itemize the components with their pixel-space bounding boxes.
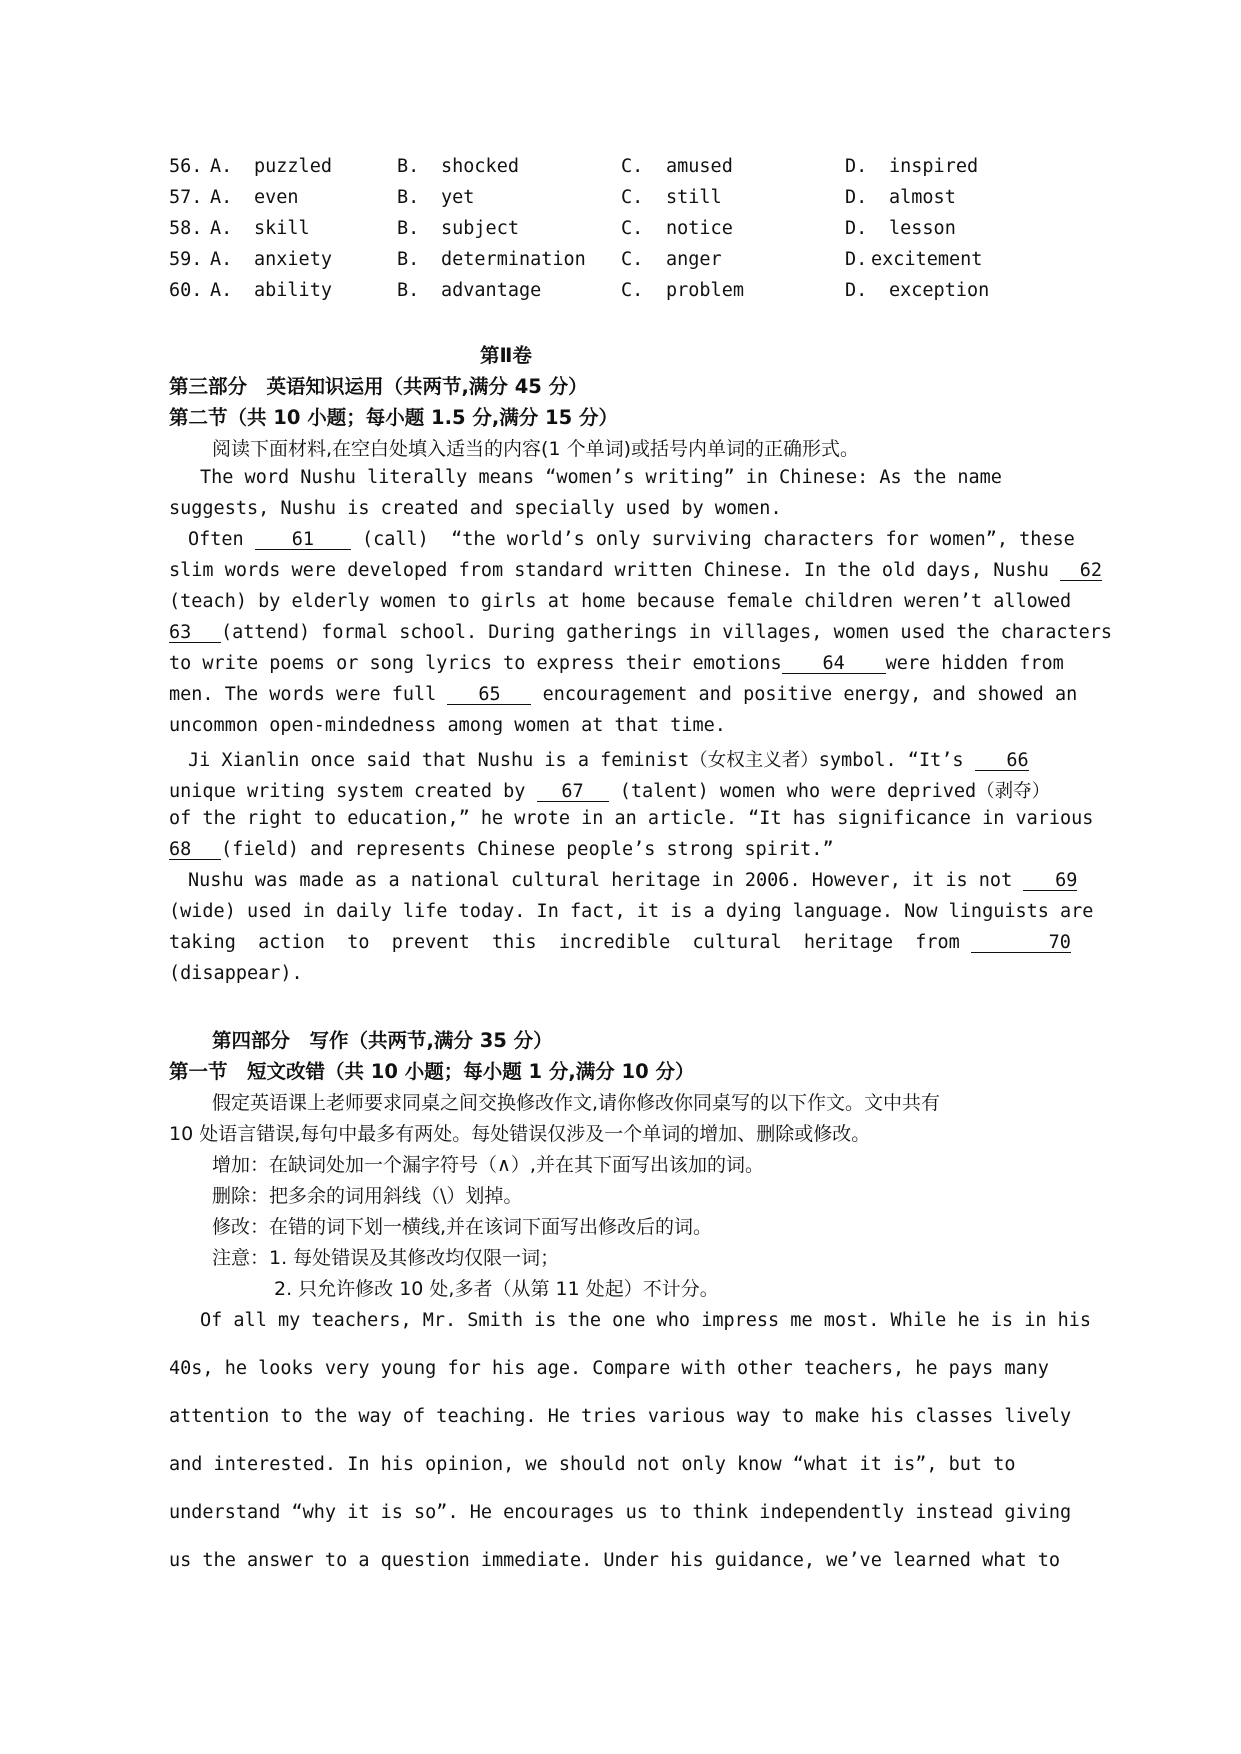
blank-67[interactable]: 67: [537, 782, 609, 802]
option-text: subject: [441, 218, 519, 239]
passage-line: uncommon open-mindedness among women at that time.: [169, 715, 726, 736]
blank-70[interactable]: 70: [971, 933, 1071, 953]
option-row: [169, 187, 1049, 217]
section1-title: 第一节 短文改错（共 10 小题；每小题 1 分,满分 10 分）: [169, 1060, 695, 1083]
essay-line: attention to the way of teaching. He tries various way to make his classes lively: [169, 1406, 1072, 1427]
option-letter: A.: [210, 187, 233, 208]
blank-61[interactable]: 61: [255, 530, 351, 550]
passage-line: [188, 870, 1077, 891]
option-text: determination: [441, 249, 586, 270]
passage-text: Often: [188, 529, 244, 550]
option-letter: A.: [210, 280, 233, 301]
passage-text: (call) “the world’s only surviving characters for women”, these: [361, 529, 1075, 550]
passage-line: [169, 932, 1071, 953]
question-number: 59.: [169, 249, 203, 270]
option-letter: D.: [845, 249, 868, 270]
option-letter: C.: [621, 218, 644, 239]
passage-text: slim words were developed from standard written Chinese. In the old days, Nushu: [169, 560, 1049, 581]
option-letter: D.: [845, 280, 868, 301]
passage-text: Nushu was made as a national cultural heritage in 2006. However, it is not: [188, 870, 1013, 891]
instruction-line: 10 处语言错误,每句中最多有两处。每处错误仅涉及一个单词的增加、删除或修改。: [169, 1123, 871, 1145]
option-letter: B.: [397, 249, 420, 270]
option-text: ability: [254, 280, 332, 301]
passage-text: Ji Xianlin once said that Nushu is a feminist（女权主义者）symbol. “It’s: [188, 750, 964, 771]
option-letter: A.: [210, 218, 233, 239]
passage-line: The word Nushu literally means “women’s writing” in Chinese: As the name: [200, 467, 1002, 488]
passage-line: of the right to education,” he wrote in an article. “It has significance in various: [169, 808, 1094, 829]
passage-text: (talent) women who were deprived（剥夺）: [619, 781, 1051, 802]
option-letter: B.: [397, 156, 420, 177]
option-text: exception: [889, 280, 990, 301]
option-letter: D.: [845, 156, 868, 177]
blank-63[interactable]: 63: [169, 623, 221, 643]
option-row: [169, 156, 1049, 186]
option-letter: A.: [210, 249, 233, 270]
question-number: 57.: [169, 187, 203, 208]
option-text: puzzled: [254, 156, 332, 177]
option-letter: B.: [397, 218, 420, 239]
instruction-note: 2. 只允许修改 10 处,多者（从第 11 处起）不计分。: [274, 1278, 719, 1300]
passage-line: [169, 684, 1077, 705]
passage-line: (wide) used in daily life today. In fact, it is a dying language. Now linguists are: [169, 901, 1094, 922]
instruction-delete: 删除：把多余的词用斜线（\）划掉。: [212, 1185, 523, 1207]
option-letter: C.: [621, 280, 644, 301]
passage-text: (attend) formal school. During gatherings in villages, women used the characters: [221, 622, 1113, 643]
blank-69[interactable]: 69: [1023, 871, 1077, 891]
option-letter: A.: [210, 156, 233, 177]
question-number: 58.: [169, 218, 203, 239]
passage-line: (teach) by elderly women to girls at home because female children weren’t allowed: [169, 591, 1072, 612]
blank-66[interactable]: 66: [975, 751, 1029, 771]
option-letter: C.: [621, 156, 644, 177]
passage-line: [169, 777, 1050, 803]
option-text: excitement: [871, 249, 983, 270]
blank-62[interactable]: 62: [1060, 561, 1102, 581]
volume-title: 第Ⅱ卷: [480, 344, 532, 367]
blank-64[interactable]: 64: [782, 654, 886, 674]
option-text: advantage: [441, 280, 542, 301]
option-text: anger: [666, 249, 722, 270]
essay-line: understand “why it is so”. He encourages us to think independently instead giving: [169, 1502, 1072, 1523]
option-text: anxiety: [254, 249, 332, 270]
option-letter: C.: [621, 187, 644, 208]
option-text: still: [666, 187, 722, 208]
passage-line: [188, 746, 1029, 772]
essay-line: Of all my teachers, Mr. Smith is the one who impress me most. While he is in his: [200, 1310, 1092, 1331]
option-letter: D.: [845, 187, 868, 208]
blank-68[interactable]: 68: [169, 840, 221, 860]
option-letter: C.: [621, 249, 644, 270]
essay-line: us the answer to a question immediate. Under his guidance, we’ve learned what to: [169, 1550, 1061, 1571]
blank-65[interactable]: 65: [447, 685, 531, 705]
option-row: [169, 249, 1049, 279]
part4-title: 第四部分 写作（共两节,满分 35 分）: [212, 1029, 553, 1052]
passage-text: men. The words were full: [169, 684, 437, 705]
option-letter: B.: [397, 280, 420, 301]
option-letter: B.: [397, 187, 420, 208]
option-text: shocked: [441, 156, 519, 177]
option-row: [169, 218, 1049, 248]
passage-line: suggests, Nushu is created and specially used by women.: [169, 498, 782, 519]
passage-text: unique writing system created by: [169, 781, 526, 802]
instruction-line: 假定英语课上老师要求同桌之间交换修改作文,请你修改你同桌写的以下作文。文中共有: [212, 1092, 941, 1114]
essay-line: 40s, he looks very young for his age. Compare with other teachers, he pays many: [169, 1358, 1049, 1379]
option-text: inspired: [889, 156, 979, 177]
option-row: [169, 280, 1049, 310]
passage-line: [169, 622, 1112, 643]
passage-text: (field) and represents Chinese people’s strong spirit.”: [221, 839, 834, 860]
passage-text: encouragement and positive energy, and showed an: [542, 684, 1078, 705]
option-text: even: [254, 187, 299, 208]
option-letter: D.: [845, 218, 868, 239]
passage-text: were hidden from: [885, 653, 1064, 674]
passage-line: [169, 839, 834, 860]
instruction-modify: 修改：在错的词下划一横线,并在该词下面写出修改后的词。: [212, 1216, 713, 1238]
instruction-add: 增加：在缺词处加一个漏字符号（∧）,并在其下面写出该加的词。: [212, 1154, 764, 1176]
passage-line: [169, 560, 1102, 581]
passage-line: (disappear).: [169, 963, 303, 984]
passage-text: to write poems or song lyrics to express their emotions: [169, 653, 782, 674]
instruction-note: 注意：1. 每处错误及其修改均仅限一词；: [212, 1247, 560, 1269]
option-text: problem: [666, 280, 744, 301]
question-number: 60.: [169, 280, 203, 301]
part3-title: 第三部分 英语知识运用（共两节,满分 45 分）: [169, 375, 588, 398]
section2-instruction: 阅读下面材料,在空白处填入适当的内容(1 个单词)或括号内单词的正确形式。: [212, 438, 859, 460]
passage-line: [188, 529, 1075, 550]
option-text: yet: [441, 187, 475, 208]
option-text: amused: [666, 156, 733, 177]
option-text: skill: [254, 218, 310, 239]
section2-title: 第二节（共 10 小题；每小题 1.5 分,满分 15 分）: [169, 406, 618, 429]
essay-line: and interested. In his opinion, we should not only know “what it is”, but to: [169, 1454, 1016, 1475]
passage-text: taking action to prevent this incredible cultural heritage from: [169, 932, 960, 953]
option-text: notice: [666, 218, 733, 239]
passage-line: [169, 653, 1064, 674]
question-number: 56.: [169, 156, 203, 177]
option-text: lesson: [889, 218, 956, 239]
option-text: almost: [889, 187, 956, 208]
